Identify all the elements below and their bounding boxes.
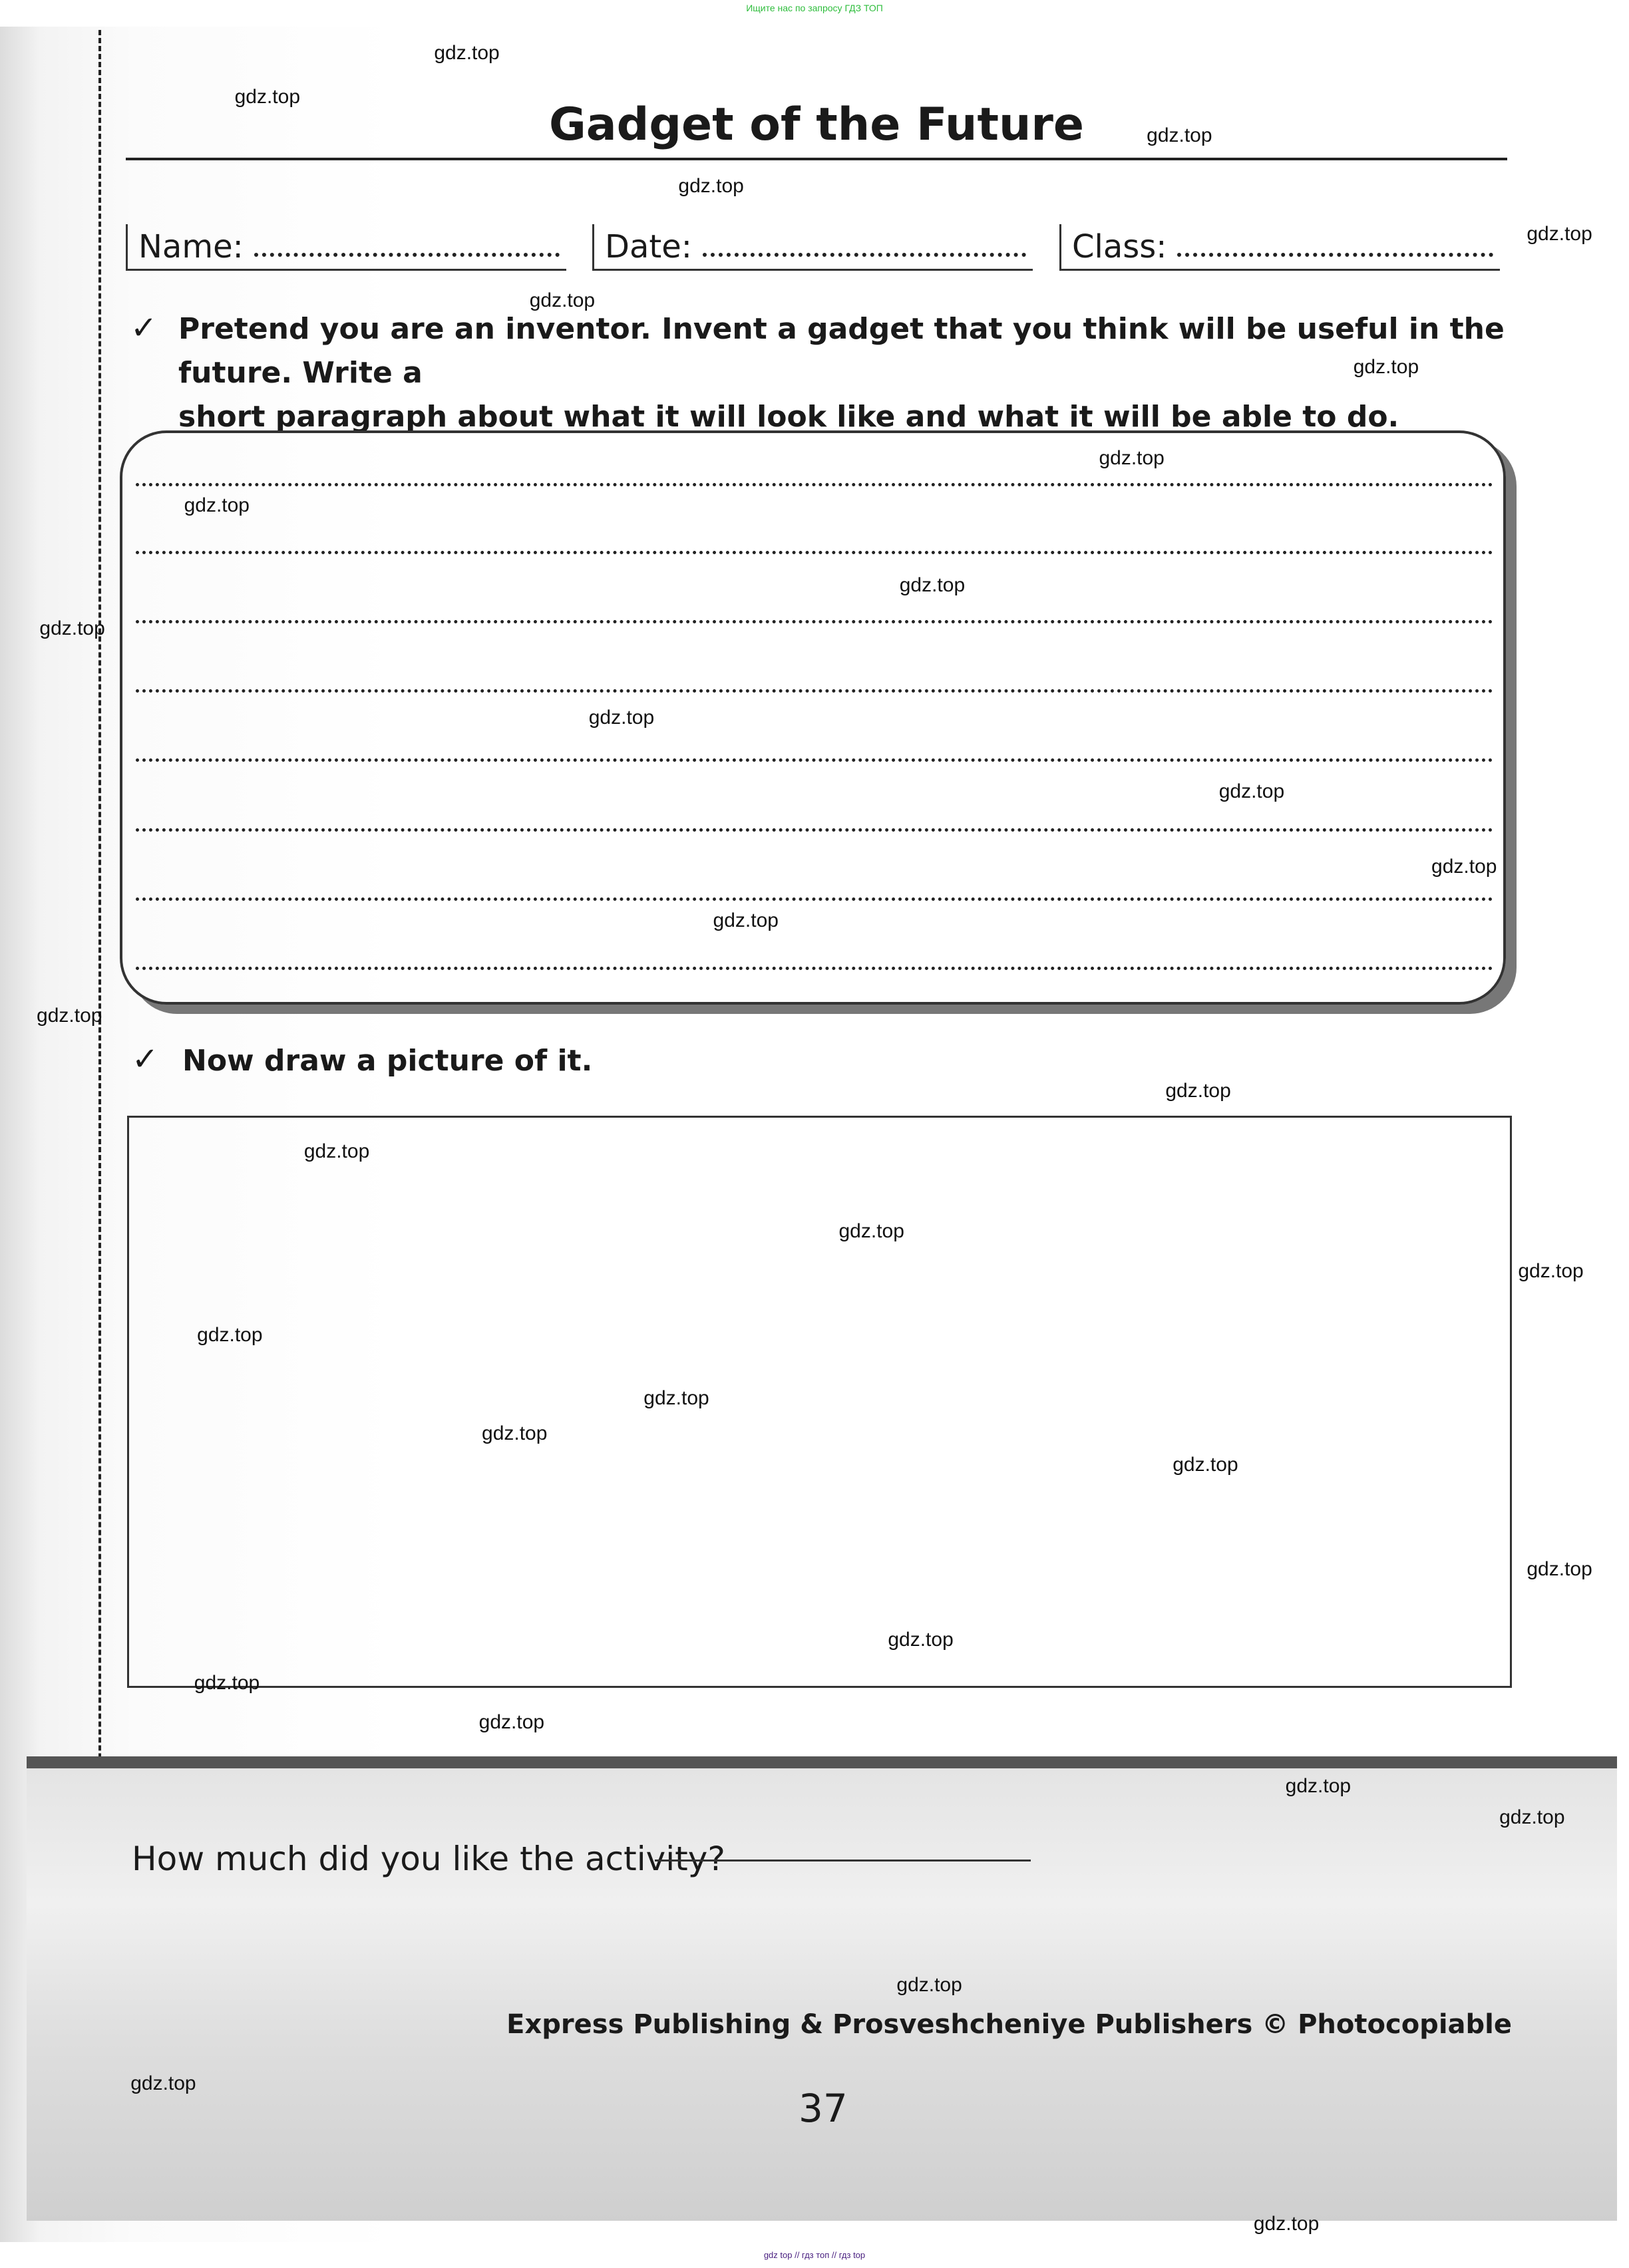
header-note: Ищите нас по запросу ГДЗ ТОП <box>746 3 883 13</box>
watermark: gdz.top <box>1353 355 1419 378</box>
date-blank[interactable] <box>703 253 1026 257</box>
watermark: gdz.top <box>1253 2212 1320 2235</box>
watermark: gdz.top <box>434 42 500 65</box>
writing-line[interactable] <box>136 551 1493 554</box>
instruction-1 <box>178 307 1516 439</box>
rating-answer-line[interactable] <box>655 1860 1031 1862</box>
class-field[interactable] <box>1059 224 1500 271</box>
watermark: gdz.top <box>888 1629 954 1651</box>
checkmark-icon: ✓ <box>132 1041 159 1078</box>
watermark: gdz.top <box>678 175 744 198</box>
rating-question: How much did you like the activity? <box>132 1840 725 1878</box>
publisher-credit: Express Publishing & Prosveshcheniye Publishers © Photocopiable <box>506 2009 1512 2040</box>
watermark: gdz.top <box>37 1004 102 1027</box>
feedback-section <box>27 1768 1617 2221</box>
page-title: Gadget of the Future <box>548 98 1085 151</box>
watermark: gdz.top <box>1165 1079 1231 1102</box>
watermark: gdz.top <box>1099 446 1165 469</box>
writing-line[interactable] <box>136 483 1493 486</box>
watermark: gdz.top <box>713 909 779 931</box>
watermark: gdz.top <box>1173 1454 1238 1476</box>
watermark: gdz.top <box>1518 1260 1584 1283</box>
watermark: gdz.top <box>899 573 966 596</box>
section-divider <box>27 1756 1617 1768</box>
instruction-2: Now draw a picture of it. <box>182 1044 593 1078</box>
watermark: gdz.top <box>39 617 105 639</box>
watermark: gdz.top <box>1499 1806 1565 1829</box>
watermark: gdz.top <box>1431 856 1497 878</box>
class-blank[interactable] <box>1177 253 1493 257</box>
drawing-box[interactable] <box>127 1116 1512 1688</box>
writing-line[interactable] <box>136 967 1493 970</box>
writing-line[interactable] <box>136 758 1493 762</box>
watermark: gdz.top <box>1527 1557 1592 1580</box>
watermark: gdz.top <box>482 1422 548 1444</box>
watermark: gdz.top <box>1527 222 1592 245</box>
watermark: gdz.top <box>478 1711 545 1734</box>
watermark: gdz.top <box>588 707 655 729</box>
title-rule <box>126 158 1507 160</box>
watermark: gdz.top <box>1285 1774 1352 1797</box>
name-label: Name: <box>138 228 244 265</box>
page-number: 37 <box>799 2086 848 2131</box>
watermark: gdz.top <box>130 2072 196 2095</box>
writing-line[interactable] <box>136 689 1493 693</box>
watermark: gdz.top <box>1147 124 1212 147</box>
writing-box[interactable] <box>120 430 1506 1005</box>
watermark: gdz.top <box>529 289 596 311</box>
writing-line[interactable] <box>136 897 1493 901</box>
writing-line[interactable] <box>136 620 1493 623</box>
name-blank[interactable] <box>254 253 560 257</box>
watermark: gdz.top <box>194 1672 260 1695</box>
name-field[interactable] <box>126 224 566 271</box>
watermark: gdz.top <box>303 1140 370 1163</box>
date-field[interactable] <box>592 224 1033 271</box>
writing-line[interactable] <box>136 828 1493 832</box>
watermark: gdz.top <box>643 1387 709 1410</box>
watermark: gdz.top <box>838 1219 904 1242</box>
date-label: Date: <box>605 228 692 265</box>
footer-note: gdz top // гдз топ // гдз top <box>763 2250 866 2260</box>
watermark: gdz.top <box>896 1974 962 1997</box>
watermark: gdz.top <box>197 1323 263 1346</box>
watermark: gdz.top <box>184 494 250 517</box>
instruction-1-line-2: short paragraph about what it will look like and what it will be able to do. <box>178 400 1399 434</box>
class-label: Class: <box>1072 228 1167 265</box>
watermark: gdz.top <box>234 85 301 108</box>
watermark: gdz.top <box>1218 780 1285 803</box>
checkmark-icon: ✓ <box>130 309 158 347</box>
instruction-1-line-1: Pretend you are an inventor. Invent a gadget that you think will be useful in the future. Write a <box>178 312 1505 390</box>
